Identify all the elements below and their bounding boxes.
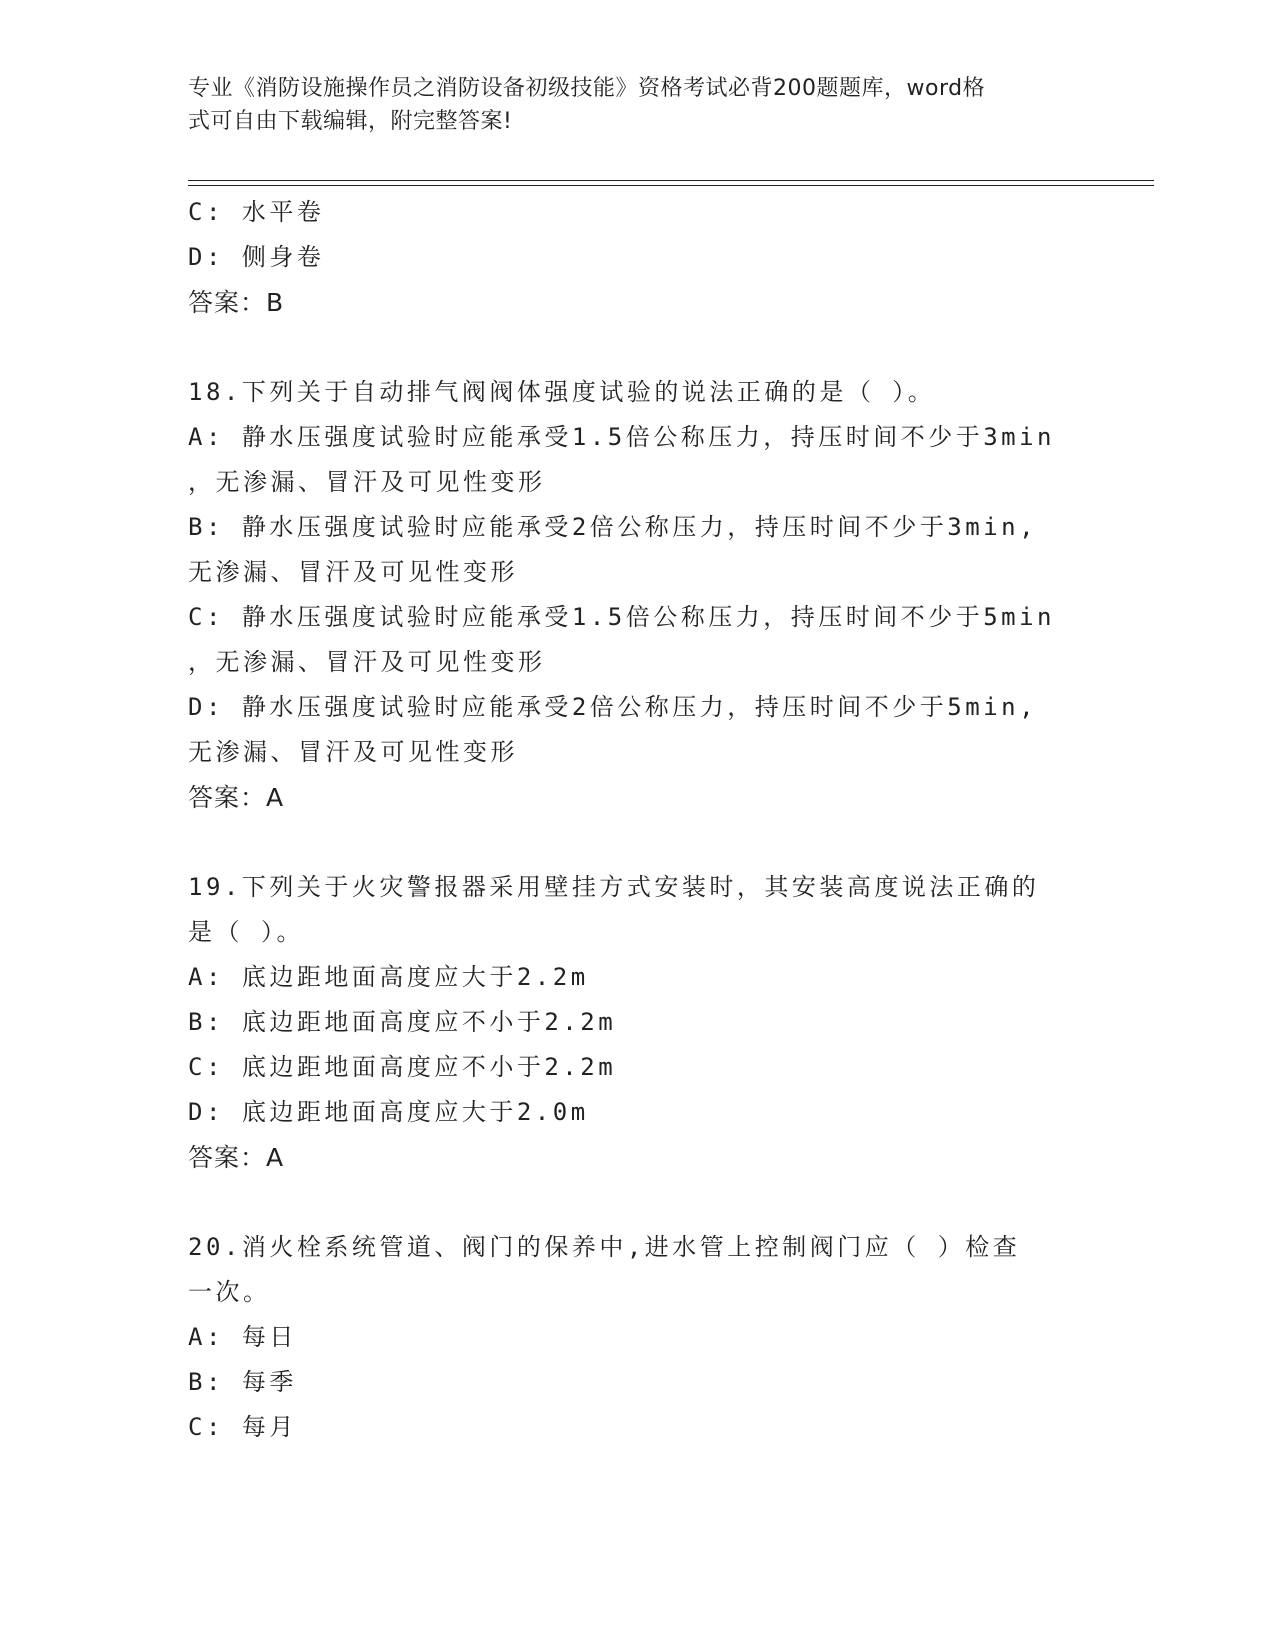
question-20 — [188, 1225, 1088, 1450]
option-b-line-1: B: 静水压强度试验时应能承受2倍公称压力，持压时间不少于3min, — [188, 513, 1038, 541]
answer-line: 答案：A — [188, 1143, 285, 1172]
document-header — [188, 72, 1088, 138]
spacer — [188, 325, 1088, 370]
header-line-2: 式可自由下载编辑，附完整答案! — [188, 109, 513, 134]
option-a-line-1: A: 静水压强度试验时应能承受1.5倍公称压力，持压时间不少于3min — [188, 423, 1055, 451]
answer-line: 答案：B — [188, 288, 285, 317]
option-d: D: 底边距地面高度应大于2.0m — [188, 1098, 589, 1126]
option-c-line-1: C: 静水压强度试验时应能承受1.5倍公称压力，持压时间不少于5min — [188, 603, 1055, 631]
spacer — [188, 1180, 1088, 1225]
question-stem-line-2: 是（ ）。 — [188, 918, 304, 946]
question-19 — [188, 865, 1088, 1180]
answer-line: 答案：A — [188, 783, 285, 812]
option-c: C: 水平卷 — [188, 198, 325, 226]
option-d-line-1: D: 静水压强度试验时应能承受2倍公称压力，持压时间不少于5min, — [188, 693, 1038, 721]
option-d-line-2: 无渗漏、冒汗及可见性变形 — [188, 738, 518, 766]
header-divider-bottom — [188, 185, 1154, 186]
question-stem-line-2: 一次。 — [188, 1278, 271, 1306]
option-b: B: 底边距地面高度应不小于2.2m — [188, 1008, 617, 1036]
question-18 — [188, 370, 1088, 820]
header-line-1: 专业《消防设施操作员之消防设备初级技能》资格考试必背200题题库，word格 — [188, 76, 986, 101]
option-c: C: 底边距地面高度应不小于2.2m — [188, 1053, 617, 1081]
question-list — [188, 190, 1088, 1450]
question-stem: 18.下列关于自动排气阀阀体强度试验的说法正确的是（ ）。 — [188, 378, 936, 406]
option-c-line-2: ，无渗漏、冒汗及可见性变形 — [188, 648, 546, 676]
option-d: D: 侧身卷 — [188, 243, 325, 271]
header-divider-top — [188, 180, 1154, 181]
option-a-line-2: ，无渗漏、冒汗及可见性变形 — [188, 468, 546, 496]
option-a: A: 底边距地面高度应大于2.2m — [188, 963, 589, 991]
question-17-tail — [188, 190, 1088, 325]
option-b: B: 每季 — [188, 1368, 297, 1396]
question-stem-line-1: 19.下列关于火灾警报器采用壁挂方式安装时，其安装高度说法正确的 — [188, 873, 1040, 901]
option-a: A: 每日 — [188, 1323, 297, 1351]
question-stem-line-1: 20.消火栓系统管道、阀门的保养中,进水管上控制阀门应（ ）检查 — [188, 1233, 1021, 1261]
option-c: C: 每月 — [188, 1413, 297, 1441]
spacer — [188, 820, 1088, 865]
option-b-line-2: 无渗漏、冒汗及可见性变形 — [188, 558, 518, 586]
